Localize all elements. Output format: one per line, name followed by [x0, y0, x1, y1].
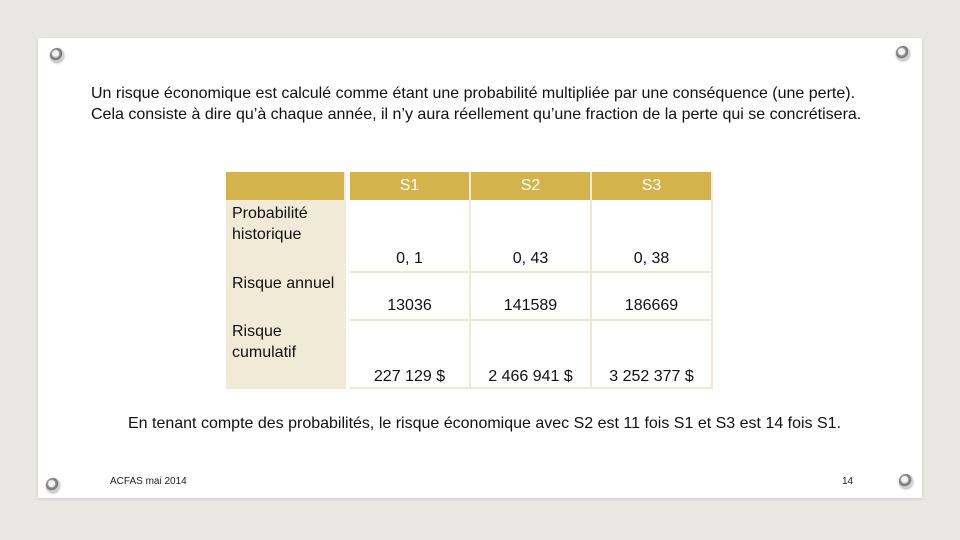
header-blank-cell [226, 172, 346, 200]
column-header-s2: S2 [471, 172, 592, 200]
column-header-s1: S1 [350, 172, 471, 200]
probability-table [226, 172, 713, 389]
table-cell: 227 129 $ [350, 321, 471, 389]
pin-icon [50, 48, 64, 62]
footer-source: ACFAS mai 2014 [110, 476, 187, 487]
table-cell: 13036 [350, 273, 471, 321]
table-cell: 0, 43 [471, 200, 592, 273]
page-number: 14 [842, 476, 854, 487]
column-header-s3: S3 [592, 172, 713, 200]
pin-icon [46, 478, 60, 492]
table-cell: 186669 [592, 273, 713, 321]
table-cell: 3 252 377 $ [592, 321, 713, 389]
table-row [226, 273, 713, 321]
table-header-row [226, 172, 713, 200]
table-cell: 0, 38 [592, 200, 713, 273]
table-row [226, 200, 713, 273]
row-label-risque-cumulatif: Risque cumulatif [226, 321, 346, 389]
table-cell: 0, 1 [350, 200, 471, 273]
row-label-probabilite: Probabilité historique [226, 200, 346, 273]
row-label-risque-annuel: Risque annuel [226, 273, 346, 321]
table-cell: 2 466 941 $ [471, 321, 592, 389]
pin-icon [899, 474, 913, 488]
pin-icon [896, 46, 910, 60]
table-row [226, 321, 713, 389]
intro-paragraph: Un risque économique est calculé comme étant une probabilité multipliée par une conséquence (une perte). Cela consiste à dire qu’à chaque année, il n’y aura réellement qu’une fraction de la perte qui se concrétisera. [91, 85, 862, 123]
table-cell: 141589 [471, 273, 592, 321]
conclusion-paragraph: En tenant compte des probabilités, le risque économique avec S2 est 11 fois S1 et S3 est 14 fois S1. [128, 415, 842, 432]
